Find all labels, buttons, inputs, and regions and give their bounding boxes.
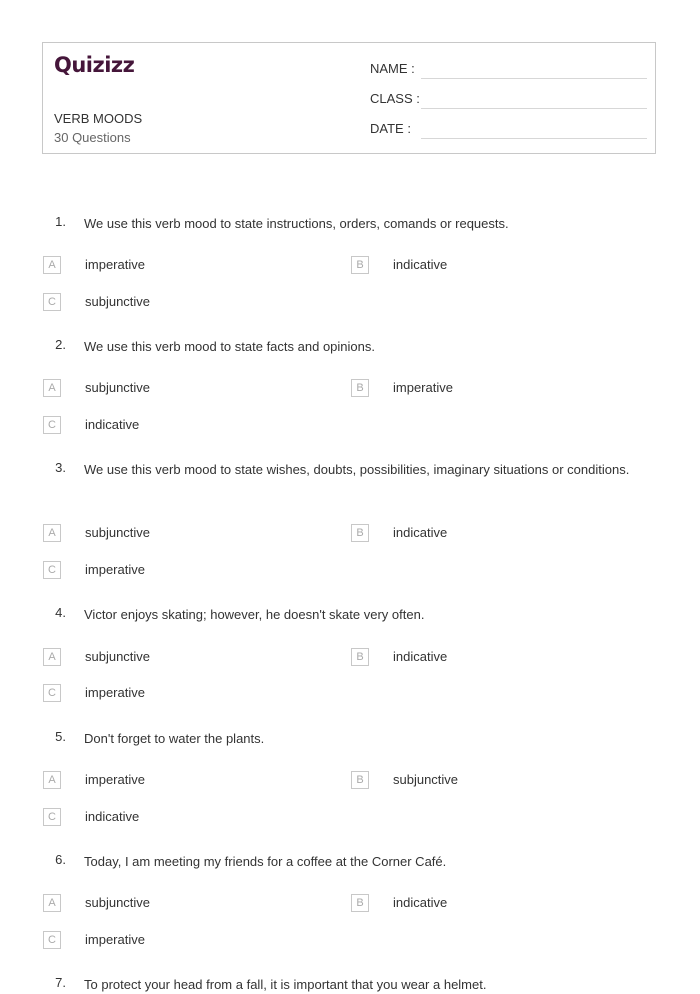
option-letter-box: B (351, 379, 369, 397)
question-number: 5. (55, 729, 66, 744)
name-field[interactable] (370, 61, 415, 76)
quizizz-logo: Quizizz (54, 53, 135, 77)
option-text: subjunctive (85, 294, 151, 309)
option-c[interactable] (43, 416, 343, 436)
option-a[interactable] (43, 256, 343, 276)
question-text: To protect your head from a fall, it is important that you wear a helmet. (84, 977, 487, 992)
option-b[interactable] (351, 379, 651, 399)
option-a[interactable] (43, 524, 343, 544)
option-text: subjunctive (85, 649, 151, 664)
question-text: We use this verb mood to state wishes, doubts, possibilities, imaginary situations or conditions. (84, 462, 630, 477)
name-label: NAME : (370, 61, 415, 76)
option-text: subjunctive (85, 380, 151, 395)
option-text: imperative (85, 932, 145, 947)
option-letter-box: B (351, 771, 369, 789)
option-text: indicative (393, 525, 448, 540)
option-text: indicative (393, 895, 448, 910)
option-letter-box: A (43, 894, 61, 912)
question-number: 3. (55, 460, 66, 475)
option-letter-box: A (43, 256, 61, 274)
date-label: DATE : (370, 121, 411, 136)
option-b[interactable] (351, 524, 651, 544)
question-text: Victor enjoys skating; however, he doesn't skate very often. (84, 607, 425, 622)
option-letter-box: A (43, 648, 61, 666)
question-number: 6. (55, 852, 66, 867)
question-count: 30 Questions (54, 130, 131, 145)
option-text: indicative (85, 809, 140, 824)
name-line (421, 78, 647, 79)
option-a[interactable] (43, 648, 343, 668)
option-c[interactable] (43, 684, 343, 704)
option-letter-box: C (43, 561, 61, 579)
option-a[interactable] (43, 771, 343, 791)
option-letter-box: B (351, 648, 369, 666)
question-text: We use this verb mood to state facts and opinions. (84, 339, 375, 354)
option-text: indicative (393, 649, 448, 664)
option-letter-box: C (43, 416, 61, 434)
question-number: 1. (55, 214, 66, 229)
option-letter-box: C (43, 684, 61, 702)
option-text: imperative (85, 257, 145, 272)
class-field[interactable] (370, 91, 420, 106)
class-line (421, 108, 647, 109)
worksheet-title: VERB MOODS (54, 111, 143, 126)
option-letter-box: B (351, 894, 369, 912)
option-letter-box: A (43, 379, 61, 397)
option-b[interactable] (351, 256, 651, 276)
option-text: indicative (393, 257, 448, 272)
option-text: imperative (393, 380, 453, 395)
option-c[interactable] (43, 561, 343, 581)
option-a[interactable] (43, 894, 343, 914)
option-letter-box: C (43, 931, 61, 949)
option-text: subjunctive (85, 895, 151, 910)
option-text: imperative (85, 772, 145, 787)
option-c[interactable] (43, 931, 343, 951)
question-text: Today, I am meeting my friends for a coffee at the Corner Café. (84, 854, 447, 869)
date-field[interactable] (370, 121, 411, 136)
question-text: Don't forget to water the plants. (84, 731, 265, 746)
option-c[interactable] (43, 293, 343, 313)
option-letter-box: A (43, 524, 61, 542)
option-c[interactable] (43, 808, 343, 828)
option-letter-box: C (43, 293, 61, 311)
option-b[interactable] (351, 894, 651, 914)
option-b[interactable] (351, 648, 651, 668)
option-letter-box: C (43, 808, 61, 826)
worksheet-header (42, 42, 656, 154)
option-letter-box: B (351, 256, 369, 274)
option-text: indicative (85, 417, 140, 432)
option-letter-box: B (351, 524, 369, 542)
option-text: subjunctive (85, 525, 151, 540)
question-number: 7. (55, 975, 66, 990)
option-b[interactable] (351, 771, 651, 791)
option-text: imperative (85, 685, 145, 700)
question-number: 4. (55, 605, 66, 620)
option-letter-box: A (43, 771, 61, 789)
class-label: CLASS : (370, 91, 420, 106)
date-line (421, 138, 647, 139)
option-text: subjunctive (393, 772, 459, 787)
question-text: We use this verb mood to state instructions, orders, comands or requests. (84, 216, 509, 231)
option-a[interactable] (43, 379, 343, 399)
question-number: 2. (55, 337, 66, 352)
option-text: imperative (85, 562, 145, 577)
